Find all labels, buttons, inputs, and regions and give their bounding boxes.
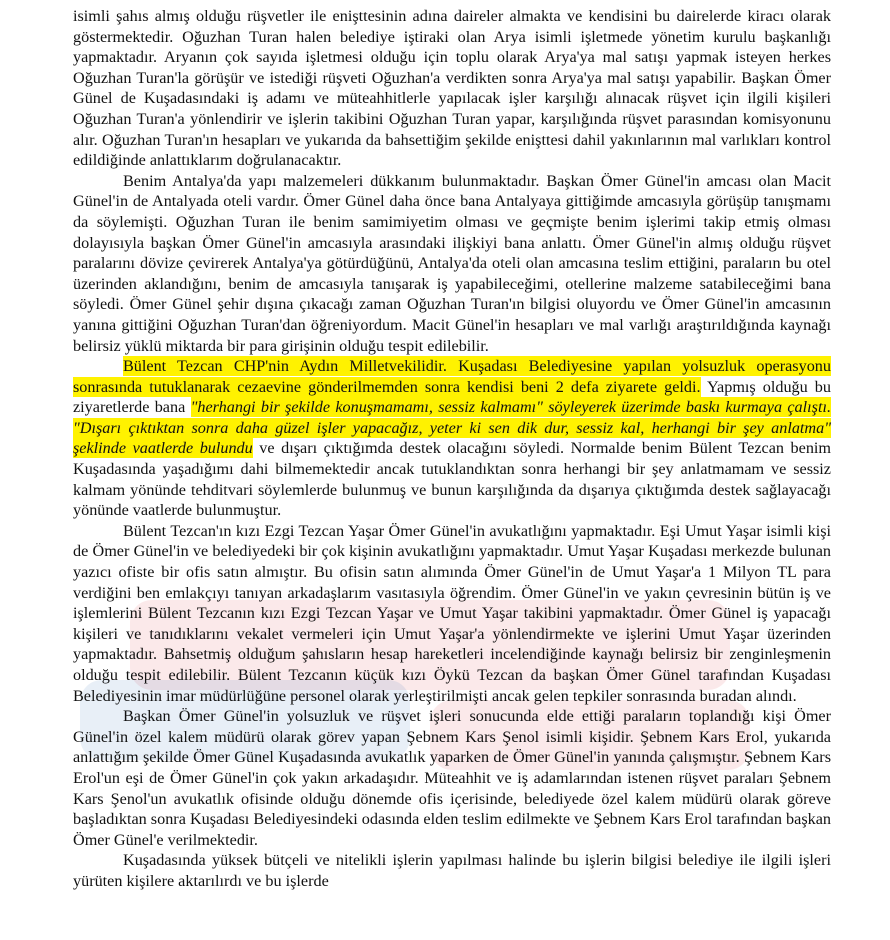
paragraph-3	[73, 356, 831, 521]
document-body	[73, 6, 831, 892]
paragraph-1: isimli şahıs almış olduğu rüşvetler ile enişttesinin adına daireler almakta ve kendisini bu dairelerde kiracı olarak göstermektedir. Oğuzhan Turan halen belediye iştiraki olan Arya isimli işletmede yönetim kurulu başkanlığı yapmaktadır. Aryanın çok sayıda işletmesi olduğu için toplu olarak Arya'ya mal satışı yapmak isteyen herkes Oğuzhan Turan'la görüşür ve istediği rüşveti Oğuzhan'a verdikten sonra Arya'ya mal satışı yapabilir. Başkan Ömer Günel de Kuşadasındaki iş adamı ve müteahhitlerle yapılacak işler karşılığı alınacak rüşvet için ilgili kişileri Oğuzhan Turan'a yönlendirir ve işlerin takibini Oğuzhan Turan yapar, karşılığında rüşvet parasından komisyonunu alır. Oğuzhan Turan'ın hesapları ve yukarıda da bahsettiğim şekilde enişttesi dahil yakınlarının mal varlıkları kontrol edildiğinde anlattıklarım doğrulanacaktır.	[73, 7, 831, 170]
paragraph-3-text: Yapmış olduğu bu ziyaretlerde bana	[73, 377, 831, 417]
highlight-quotes-text: "herhangi bir şekilde konuşmamamı, sessiz kalmamı" söyleyerek üzerimde baskı kurmaya çalıştı. "Dışarı çıktıktan sonra daha güzel işler yapacağız, yeter ki sen dik dur, sessiz kal, herhangi bir şey anlatma" şeklinde vaatlerde bulundu	[73, 398, 831, 458]
paragraph-3-text-end: ve dışarı çıktığımda destek olacağını söyledi. Normalde benim Bülent Tezcan benim Kuşadasında yaşadığımı dahi bilmemektedir ancak tutuklandıktan sonra herhangi bir şey anlatmamam ve sessiz kalmam yönünde tehditvari söylemlerde bulunmuş ve bunun karşılığında da dışarıya çıktığımda destek sağlayacağı yönünde vaatlerde bulunmuştur.	[73, 439, 831, 520]
highlight-statement: Bülent Tezcan CHP'nin Aydın Milletvekilidir. Kuşadası Belediyesine yapılan yolsuzluk operasyonu sonrasında tutuklanarak cezaevine gönderilmemden sonra kendisi beni 2 defa ziyarete geldi.	[73, 357, 831, 396]
paragraph-2: Benim Antalya'da yapı malzemeleri dükkanım bulunmaktadır. Başkan Ömer Günel'in amcası olan Macit Günel'in de Antalyada oteli vardır. Ömer Günel daha önce bana Antalyaya gittiğimde amcasıyla görüşüp tanışmamı da söylemişti. Oğuzhan Turan ile benim samimiyetim olması ve geçmişte benim işlerimi takip etmiş olması dolayısıyla başkan Ömer Günel'in amcasıyla arasındaki ilişkiyi bana anlattı. Ömer Günel'in almış olduğu rüşvet paralarını dövize çevirerek Antalya'ya götürdüğünü, Antalya'da oteli olan amcasına teslim ettiğini, paraların bu otel üzerinden aklandığını, benim de amcasıyla tanışarak iş yapabileceğimi, otellerine malzeme satabileceğimi bana söyledi. Ömer Günel şehir dışına çıkacağı zaman Oğuzhan Turan'ın bilgisi oluyordu ve Ömer Günel'in amcasının yanına gittiğini Oğuzhan Turan'dan öğreniyordum. Macit Günel'in hesapları ve mal varlığı araştırıldığında kaynağı belirsiz yüklü miktarda bir para girişinin olduğu tespit edilebilir.	[73, 171, 831, 355]
page-bottom-edge	[0, 934, 890, 940]
paragraph-5: Başkan Ömer Günel'in yolsuzluk ve rüşvet işleri sonucunda elde ettiği paraların toplandığı kişi Ömer Günel'in özel kalem müdürü olarak görev yapan Şebnem Kars Şenol isimli kişidir. Şebnem Kars Erol, yukarıda anlattığım şekilde Ömer Günel Kuşadasında avukatlık yaparken de Ömer Günel'in yanında çalışmıştır. Şebnem Kars Erol'un eşi de Ömer Günel'in çok yakın arkadaşıdır. Müteahhit ve iş adamlarından istenen rüşvet paraları Şebnem Kars Şenol'un avukatlık ofisinde olduğu dönemde ofis içerisinde, belediyede özel kalem müdürü olarak göreve başladıktan sonra Kuşadası Belediyesindeki odasında elden teslim edilmekte ve Şebnem Kars Erol tarafından başkan Ömer Günel'e verilmektedir.	[73, 707, 831, 849]
paragraph-6: Kuşadasında yüksek bütçeli ve nitelikli işlerin yapılması halinde bu işlerin bilgisi belediye ile ilgili işleri yürüten kişilere aktarılırdı ve bu işlerde	[73, 851, 831, 890]
paragraph-4: Bülent Tezcan'ın kızı Ezgi Tezcan Yaşar Ömer Günel'in avukatlığını yapmaktadır. Eşi Umut Yaşar isimli kişi de Ömer Günel'in ve belediyedeki bir çok kişinin avukatlığını yapmaktadır. Umut Yaşar Kuşadası merkezde bulunan yazıcı ofiste bir ofis satın almıştır. Bu ofisin satın alımında Ömer Günel'in de Umut Yaşar'a 1 Milyon TL para verdiğini ben emlakçıyı tanıyan arkadaşlarım vasıtasıyla öğrendim. Ömer Günel'in ve yakın çevresinin bütün iş ve işlemlerini Bülent Tezcanın kızı Ezgi Tezcan Yaşar ve Umut Yaşar takibini yapmaktadır. Ömer Günel iş yapacağı kişileri ve tanıdıklarını vekalet vermeleri için Umut Yaşar'a yönlendirmekte ve işlerini Umut Yaşar üzerinden yapmaktadır. Bahsetmiş olduğum şahısların hesap hareketleri incelendiğinde kaynağı belirsiz bir zenginleşmenin olduğu tespit edilebilir. Bülent Tezcanın küçük kızı Öykü Tezcan da başkan Ömer Günel tarafından Kuşadası Belediyesinin imar müdürlüğüne personel olarak yerleştirilmişti ancak gelen tepkiler sonrasında buradan alındı.	[73, 521, 831, 705]
